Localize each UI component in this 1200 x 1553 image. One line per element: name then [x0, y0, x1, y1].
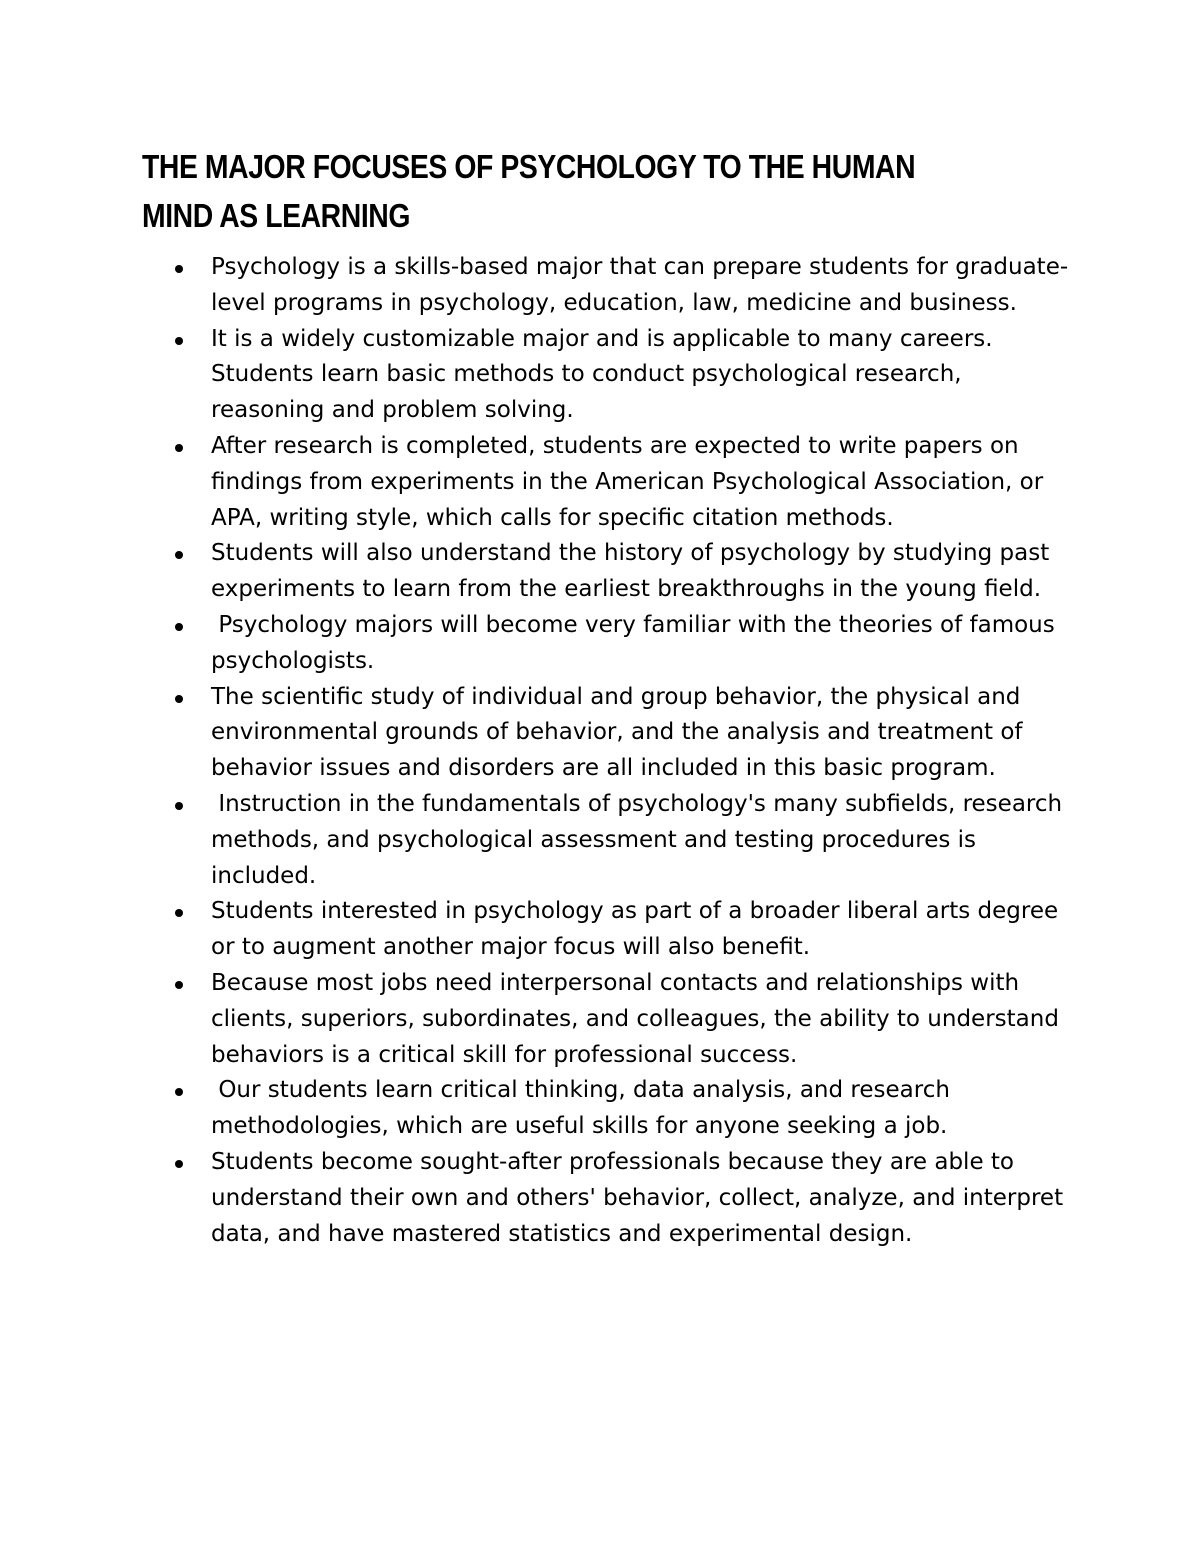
bullet-dot-icon — [175, 623, 183, 631]
list-item — [172, 787, 1072, 894]
list-item — [172, 250, 1072, 322]
list-item-text: Our students learn critical thinking, data analysis, and research methodologies, which are useful skills for anyone seeking a job. — [211, 1077, 958, 1140]
bullet-dot-icon — [175, 551, 183, 559]
bullet-dot-icon — [175, 444, 183, 452]
list-item-text: It is a widely customizable major and is applicable to many careers. Students learn basic methods to conduct psychological research, reasoning and problem solving. — [211, 325, 1000, 424]
list-item-text: Psychology is a skills-based major that can prepare students for graduate-level programs in psychology, education, law, medicine and business. — [211, 254, 1069, 316]
bullet-dot-icon — [175, 981, 183, 989]
list-item-text: After research is completed, students are expected to write papers on findings from experiments in the American Psychological Association, or APA, writing style, which calls for specific citation methods. — [211, 432, 1051, 531]
list-item — [172, 429, 1072, 536]
list-item — [172, 322, 1072, 429]
list-item-text: The scientific study of individual and group behavior, the physical and environmental grounds of behavior, and the analysis and treatment of behavior issues and disorders are all included in this basic program. — [211, 683, 1030, 782]
list-item — [172, 680, 1072, 787]
bullet-dot-icon — [175, 1088, 183, 1096]
document-title: THE MAJOR FOCUSES OF PSYCHOLOGY TO THE HUMAN MIND AS LEARNING — [142, 148, 916, 234]
bullet-dot-icon — [175, 337, 183, 345]
list-item-text: Instruction in the fundamentals of psychology's many subfields, research methods, and psychological assessment and testing procedures is included. — [211, 790, 1070, 889]
list-item-text: Psychology majors will become very familiar with the theories of famous psychologists. — [211, 611, 1063, 674]
bullet-dot-icon — [175, 695, 183, 703]
bullet-dot-icon — [175, 1160, 183, 1168]
list-item — [172, 608, 1072, 680]
bullet-list — [172, 250, 1072, 1252]
list-item — [172, 1145, 1072, 1252]
bullet-dot-icon — [175, 265, 183, 273]
list-item — [172, 1073, 1072, 1145]
list-item — [172, 894, 1072, 966]
list-item-text: Students become sought-after professionals because they are able to understand their own and others' behavior, collect, analyze, and interpret data, and have mastered statistics and experimental design. — [211, 1148, 1071, 1247]
list-item-text: Students interested in psychology as part of a broader liberal arts degree or to augment another major focus will also benefit. — [211, 898, 1066, 961]
bullet-dot-icon — [175, 909, 183, 917]
bullet-dot-icon — [175, 802, 183, 810]
list-item-text: Students will also understand the history of psychology by studying past experiments to learn from the earliest breakthroughs in the young field. — [211, 540, 1057, 603]
list-item — [172, 536, 1072, 608]
list-item — [172, 966, 1072, 1073]
list-item-text: Because most jobs need interpersonal contacts and relationships with clients, superiors, subordinates, and colleagues, the ability to understand behaviors is a critical skill for professional success. — [211, 969, 1067, 1068]
